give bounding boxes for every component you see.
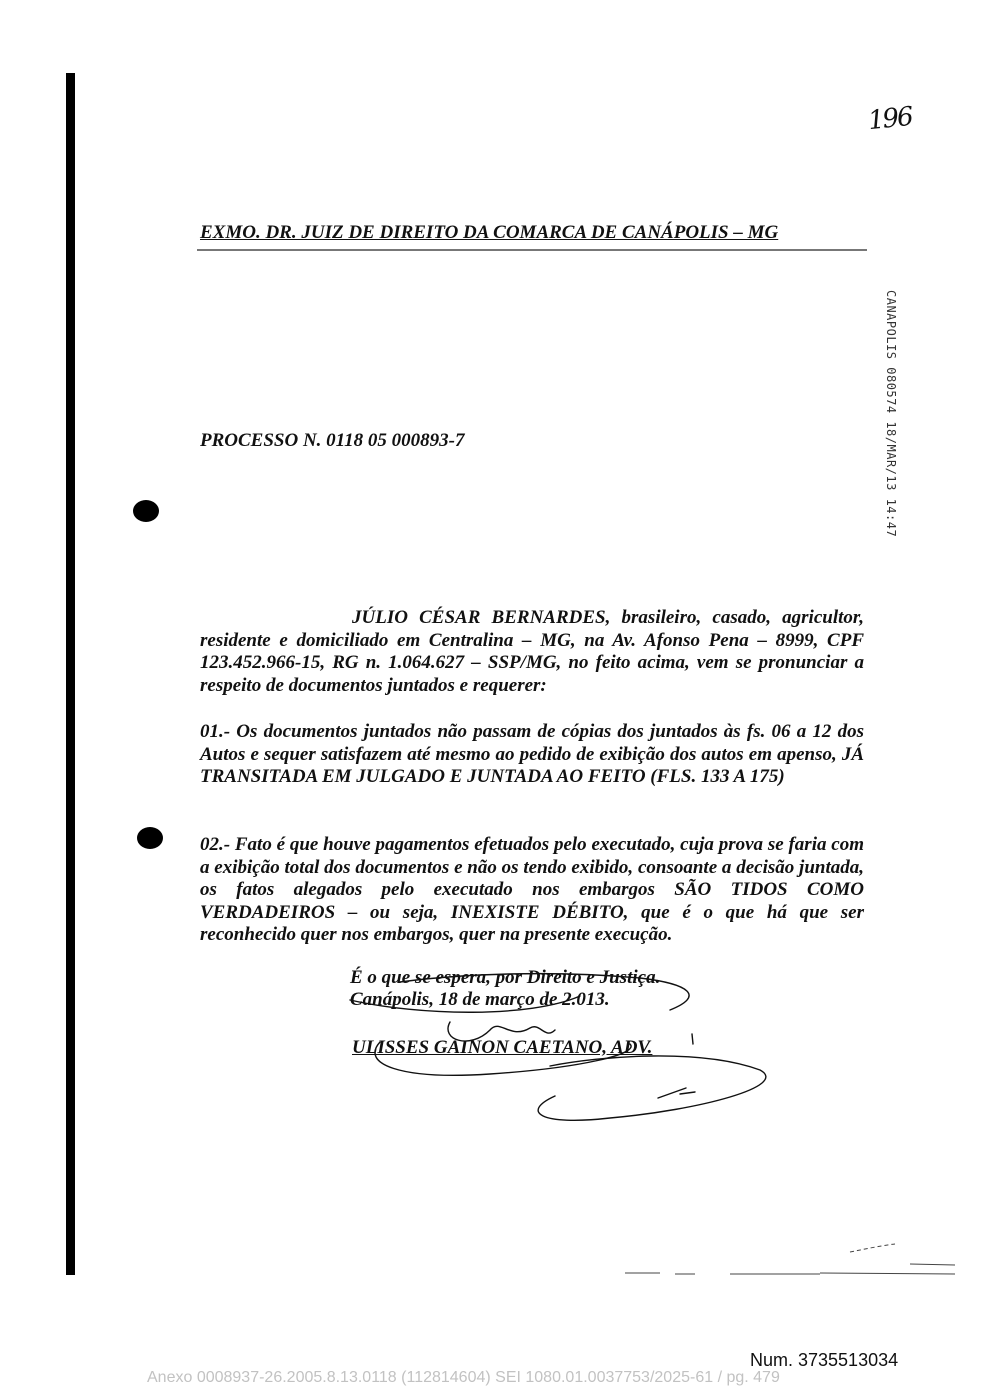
punch-hole	[137, 827, 163, 849]
scan-margin-bar	[66, 73, 75, 1275]
document-number: Num. 3735513034	[750, 1350, 899, 1370]
heading-underline-rule	[197, 249, 867, 251]
scan-artifact-marks	[620, 1240, 960, 1280]
item-02-paragraph: 02.- Fato é que houve pagamentos efetuados pelo executado, cuja prova se faria com a exibição total dos documentos e não os tendo exibido, consoante a decisão juntada, os fatos alegados pelo executado nos embargos SÃO TIDOS COMO VERDADEIROS – ou seja, INEXISTE DÉBITO, que é o que há que ser reconhecido quer nos embargos, quer na presente execução.	[200, 834, 864, 946]
closing-request-line: É o que se espera, por Direito e Justiça.	[350, 967, 661, 988]
place-date-line: Canápolis, 18 de março de 2.013.	[350, 989, 610, 1010]
handwritten-signature	[340, 970, 780, 1130]
annex-reference: Anexo 0008937-26.2005.8.13.0118 (112814604) SEI 1080.01.0037753/2025-61 / pg. 479	[147, 1369, 780, 1386]
item-01-paragraph: 01.- Os documentos juntados não passam de cópias dos juntados às fs. 06 a 12 dos Autos e sequer satisfazem até mesmo ao pedido de exibição dos autos em apenso, JÁ TRANSITADA EM JULGADO E JUNTADA AO FEITO (FLS. 133 A 175)	[200, 721, 864, 788]
protocol-stamp	[872, 290, 902, 538]
intro-paragraph: JÚLIO CÉSAR BERNARDES, brasileiro, casado, agricultor, residente e domiciliado em Centralina – MG, na Av. Afonso Pena – 8999, CPF 123.452.966-15, RG n. 1.064.627 – SSP/MG, no feito acima, vem se pronunciar a respeito de documentos juntados e requerer:	[200, 607, 864, 696]
punch-hole	[133, 500, 159, 522]
addressee-heading: EXMO. DR. JUIZ DE DIREITO DA COMARCA DE CANÁPOLIS – MG	[200, 222, 779, 243]
protocol-stamp-text: CANAPOLIS 080574 18/MAR/13 14:47	[884, 290, 898, 538]
signatory-name: ULISSES GAINON CAETANO, ADV.	[352, 1037, 653, 1058]
process-number: PROCESSO N. 0118 05 000893-7	[200, 430, 465, 451]
handwritten-folio-number: 196	[866, 101, 914, 137]
